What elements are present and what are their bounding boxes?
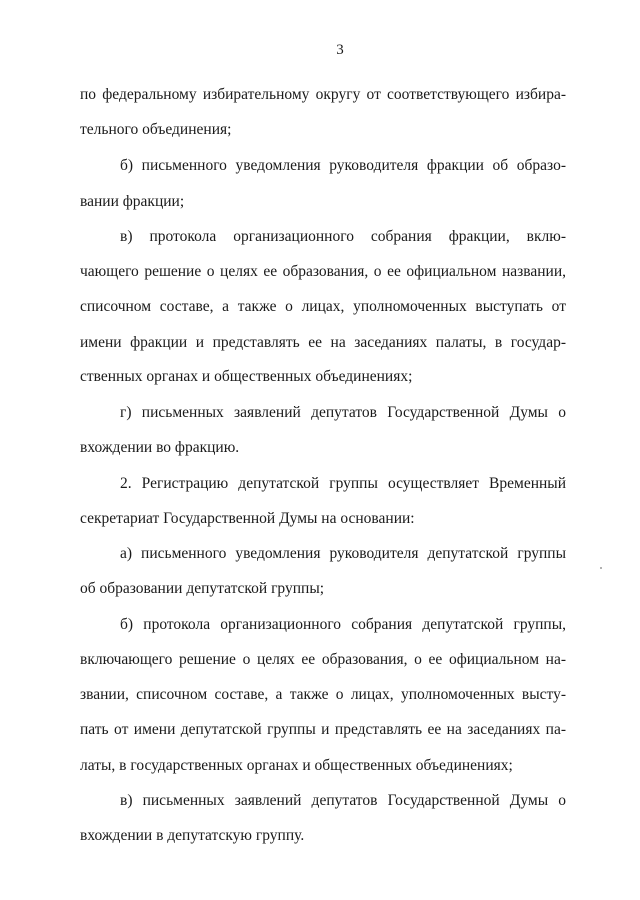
- scan-speck: [600, 567, 602, 569]
- text-line: чающего решение о целях ее образования, о ее официальном названии,: [80, 263, 566, 280]
- text-line: в) письменных заявлений депутатов Государственной Думы о: [120, 792, 566, 809]
- text-line: б) протокола организационного собрания депутатской группы,: [120, 616, 566, 633]
- text-line: об образовании депутатской группы;: [80, 580, 325, 597]
- text-line: 2. Регистрацию депутатской группы осуществляет Временный: [120, 475, 566, 492]
- text-line: включающего решение о целях ее образования, о ее официальном на-: [80, 651, 566, 668]
- text-line: г) письменных заявлений депутатов Государственной Думы о: [120, 404, 566, 421]
- text-line: списочном составе, а также о лицах, уполномоченных выступать от: [80, 298, 566, 315]
- text-line: ственных органах и общественных объединениях;: [80, 368, 413, 385]
- text-line: имени фракции и представлять ее на заседаниях палаты, в государ-: [80, 334, 566, 351]
- text-line: вхождении во фракцию.: [80, 439, 240, 456]
- text-line: в) протокола организационного собрания фракции, вклю-: [120, 228, 566, 245]
- text-line: пать от имени депутатской группы и представлять ее на заседаниях па-: [80, 721, 566, 738]
- text-line: звании, списочном составе, а также о лицах, уполномоченных высту-: [80, 686, 566, 703]
- text-line: вании фракции;: [80, 193, 185, 210]
- text-line: латы, в государственных органах и общественных объединениях;: [80, 757, 513, 774]
- text-line: по федеральному избирательному округу от соответствующего избира-: [80, 86, 566, 103]
- text-line: секретариат Государственной Думы на основании:: [80, 510, 415, 527]
- text-line: а) письменного уведомления руководителя депутатской группы: [120, 545, 566, 562]
- text-line: б) письменного уведомления руководителя фракции об образо-: [120, 157, 566, 174]
- page-number: 3: [336, 42, 344, 58]
- text-line: вхождении в депутатскую группу.: [80, 827, 305, 844]
- text-line: тельного объединения;: [80, 121, 232, 138]
